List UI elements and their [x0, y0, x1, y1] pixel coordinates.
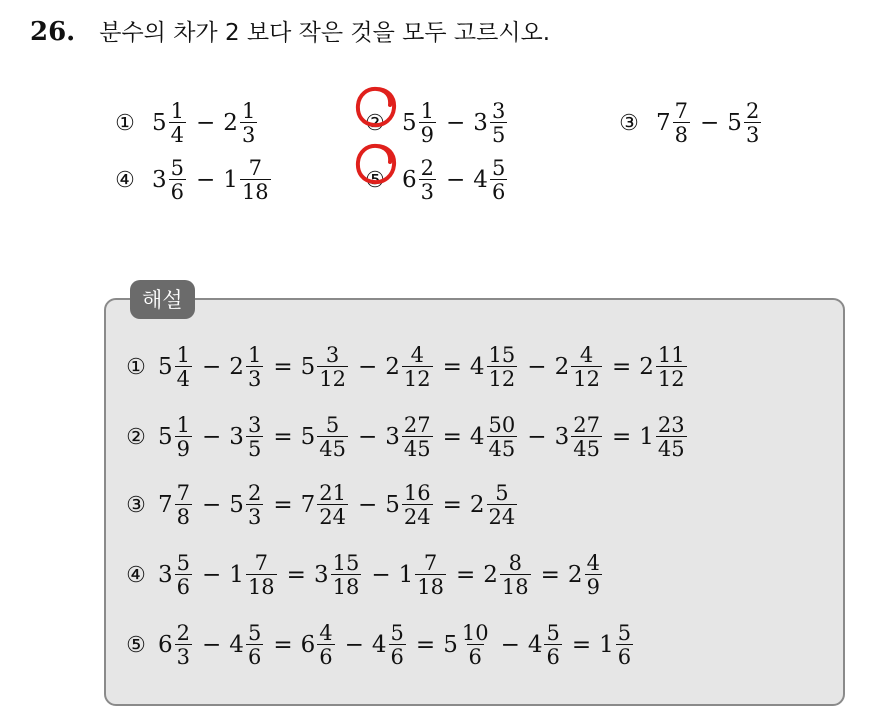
fraction	[240, 100, 257, 146]
numerator: 5	[546, 620, 560, 645]
denominator: 6	[468, 645, 482, 669]
numerator: 7	[176, 480, 191, 505]
solution-expression	[158, 552, 604, 598]
fraction	[744, 100, 761, 146]
whole-number: 6	[402, 167, 417, 193]
numerator: 4	[579, 342, 594, 367]
minus-sign: −	[357, 492, 378, 518]
fraction	[169, 157, 186, 203]
solution-label: ①	[126, 354, 146, 380]
whole-number: 4	[371, 632, 387, 658]
whole-number: 5	[229, 492, 244, 518]
whole-number: 7	[158, 492, 173, 518]
question-header	[30, 14, 550, 47]
fraction	[571, 344, 602, 390]
fraction	[419, 100, 436, 146]
denominator: 3	[745, 123, 760, 147]
numerator: 16	[403, 480, 431, 505]
numerator: 7	[674, 98, 689, 123]
solution-label: ②	[126, 424, 146, 450]
numerator: 1	[176, 412, 191, 437]
whole-number: 5	[402, 110, 417, 136]
choice-2[interactable]	[362, 95, 509, 151]
fraction	[415, 552, 446, 598]
denominator: 18	[332, 575, 360, 599]
solution-line-4	[124, 542, 604, 608]
denominator: 6	[170, 180, 185, 204]
equals-sign: =	[273, 492, 293, 518]
numerator: 4	[319, 620, 333, 645]
solution-line-3	[124, 472, 519, 538]
denominator: 6	[546, 645, 560, 669]
solution-line-5	[124, 612, 635, 678]
minus-sign: −	[202, 424, 222, 450]
whole-number: 3	[473, 110, 488, 136]
denominator: 18	[501, 575, 529, 599]
denominator: 45	[657, 437, 685, 461]
fraction	[419, 157, 436, 203]
fraction	[389, 622, 406, 668]
fraction	[246, 552, 277, 598]
numerator: 4	[586, 550, 600, 575]
whole-number: 2	[483, 562, 498, 588]
denominator: 45	[319, 437, 346, 461]
numerator: 3	[491, 98, 506, 123]
numerator: 15	[332, 550, 360, 575]
denominator: 4	[176, 367, 191, 391]
whole-number: 5	[443, 632, 458, 658]
solution-label: ⑤	[126, 632, 146, 658]
solution-title: 해설	[130, 280, 195, 319]
whole-number: 5	[300, 354, 316, 380]
denominator: 24	[488, 505, 516, 529]
whole-number: 5	[158, 424, 173, 450]
solution-expression	[158, 344, 689, 390]
numerator: 23	[657, 412, 685, 437]
numerator: 15	[488, 342, 516, 367]
fraction	[317, 344, 348, 390]
denominator: 12	[319, 367, 346, 391]
numerator: 27	[573, 412, 600, 437]
numerator: 1	[176, 342, 191, 367]
whole-number: 3	[313, 562, 329, 588]
denominator: 3	[176, 645, 191, 669]
fraction	[317, 482, 348, 528]
numerator: 1	[247, 342, 262, 367]
numerator: 1	[170, 98, 185, 123]
whole-number: 3	[158, 562, 173, 588]
solution-line-1	[124, 334, 689, 400]
fraction	[616, 622, 633, 668]
solution-expression	[158, 622, 635, 668]
whole-number: 4	[469, 354, 485, 380]
whole-number: 2	[229, 354, 244, 380]
numerator: 7	[423, 550, 438, 575]
fraction	[487, 414, 518, 460]
numerator: 21	[319, 480, 346, 505]
numerator: 5	[491, 155, 506, 180]
minus-sign: −	[446, 167, 466, 193]
denominator: 24	[403, 505, 431, 529]
fraction	[460, 622, 491, 668]
choice-label: ②	[365, 110, 385, 136]
choice-4[interactable]	[112, 152, 273, 208]
numerator: 2	[420, 155, 435, 180]
denominator: 3	[247, 367, 262, 391]
minus-sign: −	[446, 110, 466, 136]
numerator: 50	[488, 412, 516, 437]
fraction	[402, 414, 433, 460]
denominator: 6	[491, 180, 506, 204]
denominator: 18	[247, 575, 275, 599]
fraction	[673, 100, 690, 146]
choice-1[interactable]	[112, 95, 259, 151]
whole-number: 5	[385, 492, 400, 518]
denominator: 45	[488, 437, 516, 461]
whole-number: 3	[554, 424, 570, 450]
fraction	[402, 482, 433, 528]
solution-expression	[158, 482, 519, 528]
denominator: 8	[674, 123, 689, 147]
choice-label: ④	[115, 167, 135, 193]
fraction	[175, 414, 192, 460]
whole-number: 2	[469, 492, 485, 518]
equals-sign: =	[286, 562, 306, 588]
whole-number: 5	[158, 354, 173, 380]
choice-label: ⑤	[365, 167, 385, 193]
fraction	[175, 344, 192, 390]
equals-sign: =	[415, 632, 436, 658]
solution-label: ③	[126, 492, 146, 518]
numerator: 10	[461, 620, 489, 645]
equals-sign: =	[442, 424, 462, 450]
whole-number: 6	[158, 632, 173, 658]
solution-expression	[158, 414, 689, 460]
numerator: 27	[403, 412, 431, 437]
whole-number: 1	[599, 632, 614, 658]
fraction	[571, 414, 602, 460]
choice-expression	[402, 100, 509, 146]
whole-number: 5	[300, 424, 316, 450]
minus-sign: −	[202, 562, 222, 588]
fraction	[585, 552, 602, 598]
denominator: 8	[176, 505, 191, 529]
minus-sign: −	[371, 562, 391, 588]
denominator: 6	[617, 645, 632, 669]
denominator: 45	[403, 437, 431, 461]
denominator: 9	[586, 575, 600, 599]
fraction	[175, 622, 192, 668]
numerator: 2	[745, 98, 760, 123]
solution-label: ④	[126, 562, 146, 588]
minus-sign: −	[202, 354, 222, 380]
whole-number: 1	[223, 167, 238, 193]
denominator: 12	[657, 367, 685, 391]
denominator: 12	[488, 367, 516, 391]
denominator: 5	[491, 123, 506, 147]
whole-number: 2	[223, 110, 238, 136]
denominator: 3	[420, 180, 435, 204]
denominator: 45	[573, 437, 600, 461]
whole-number: 3	[152, 167, 167, 193]
numerator: 5	[247, 620, 262, 645]
whole-number: 6	[300, 632, 316, 658]
choice-expression	[656, 100, 763, 146]
whole-number: 2	[639, 354, 654, 380]
minus-sign: −	[527, 424, 547, 450]
numerator: 5	[176, 550, 191, 575]
whole-number: 3	[385, 424, 400, 450]
numerator: 11	[657, 342, 685, 367]
equals-sign: =	[273, 632, 293, 658]
fraction	[656, 414, 687, 460]
minus-sign: −	[202, 492, 222, 518]
fraction	[656, 344, 687, 390]
denominator: 9	[420, 123, 435, 147]
choice-expression	[152, 100, 259, 146]
equals-sign: =	[571, 632, 592, 658]
choice-label: ③	[619, 110, 639, 136]
numerator: 1	[420, 98, 435, 123]
fraction	[490, 157, 507, 203]
numerator: 5	[390, 620, 404, 645]
fraction	[240, 157, 271, 203]
whole-number: 2	[567, 562, 583, 588]
whole-number: 7	[656, 110, 671, 136]
whole-number: 5	[727, 110, 742, 136]
numerator: 7	[248, 155, 262, 180]
fraction	[317, 622, 334, 668]
denominator: 6	[176, 575, 191, 599]
denominator: 18	[417, 575, 444, 599]
whole-number: 2	[554, 354, 570, 380]
denominator: 6	[247, 645, 262, 669]
whole-number: 2	[385, 354, 400, 380]
minus-sign: −	[500, 632, 520, 658]
whole-number: 4	[527, 632, 543, 658]
choice-expression	[152, 157, 273, 203]
denominator: 3	[247, 505, 262, 529]
fraction	[487, 482, 518, 528]
denominator: 24	[319, 505, 346, 529]
whole-number: 1	[639, 424, 654, 450]
minus-sign: −	[196, 167, 216, 193]
minus-sign: −	[344, 632, 364, 658]
numerator: 7	[254, 550, 268, 575]
numerator: 4	[410, 342, 424, 367]
whole-number: 4	[473, 167, 488, 193]
whole-number: 4	[469, 424, 485, 450]
numerator: 2	[176, 620, 191, 645]
whole-number: 5	[152, 110, 167, 136]
denominator: 3	[241, 123, 256, 147]
fraction	[487, 344, 518, 390]
denominator: 12	[403, 367, 431, 391]
equals-sign: =	[611, 354, 632, 380]
fraction	[490, 100, 507, 146]
minus-sign: −	[700, 110, 720, 136]
whole-number: 3	[229, 424, 244, 450]
denominator: 9	[176, 437, 191, 461]
minus-sign: −	[202, 632, 222, 658]
question-text: 분수의 차가 2 보다 작은 것을 모두 고르시오.	[99, 20, 551, 46]
choice-label: ①	[115, 110, 135, 136]
minus-sign: −	[527, 354, 547, 380]
equals-sign: =	[611, 424, 632, 450]
choice-5[interactable]	[362, 152, 509, 208]
numerator: 5	[617, 620, 632, 645]
numerator: 3	[247, 412, 262, 437]
fraction	[402, 344, 433, 390]
numerator: 5	[325, 412, 340, 437]
minus-sign: −	[357, 354, 378, 380]
whole-number: 1	[229, 562, 244, 588]
equals-sign: =	[442, 354, 462, 380]
fraction	[169, 100, 186, 146]
fraction	[331, 552, 362, 598]
question-number: 26.	[30, 17, 76, 47]
whole-number: 7	[300, 492, 316, 518]
fraction	[544, 622, 561, 668]
whole-number: 4	[229, 632, 244, 658]
equals-sign: =	[540, 562, 560, 588]
denominator: 18	[241, 180, 269, 204]
numerator: 8	[508, 550, 522, 575]
choice-expression	[402, 157, 509, 203]
fraction	[246, 344, 263, 390]
numerator: 3	[325, 342, 340, 367]
minus-sign: −	[196, 110, 216, 136]
minus-sign: −	[357, 424, 378, 450]
numerator: 5	[170, 155, 185, 180]
choice-3[interactable]	[616, 95, 763, 151]
fraction	[175, 552, 192, 598]
denominator: 4	[170, 123, 185, 147]
whole-number: 1	[398, 562, 414, 588]
equals-sign: =	[273, 354, 293, 380]
fraction	[246, 414, 263, 460]
denominator: 6	[319, 645, 333, 669]
numerator: 5	[495, 480, 509, 505]
fraction	[317, 414, 348, 460]
solution-line-2	[124, 404, 689, 470]
denominator: 5	[247, 437, 262, 461]
numerator: 1	[241, 98, 256, 123]
fraction	[246, 482, 263, 528]
equals-sign: =	[455, 562, 476, 588]
fraction	[246, 622, 263, 668]
equals-sign: =	[273, 424, 293, 450]
denominator: 12	[573, 367, 600, 391]
fraction	[175, 482, 192, 528]
denominator: 6	[390, 645, 404, 669]
numerator: 2	[247, 480, 262, 505]
equals-sign: =	[442, 492, 462, 518]
fraction	[500, 552, 531, 598]
